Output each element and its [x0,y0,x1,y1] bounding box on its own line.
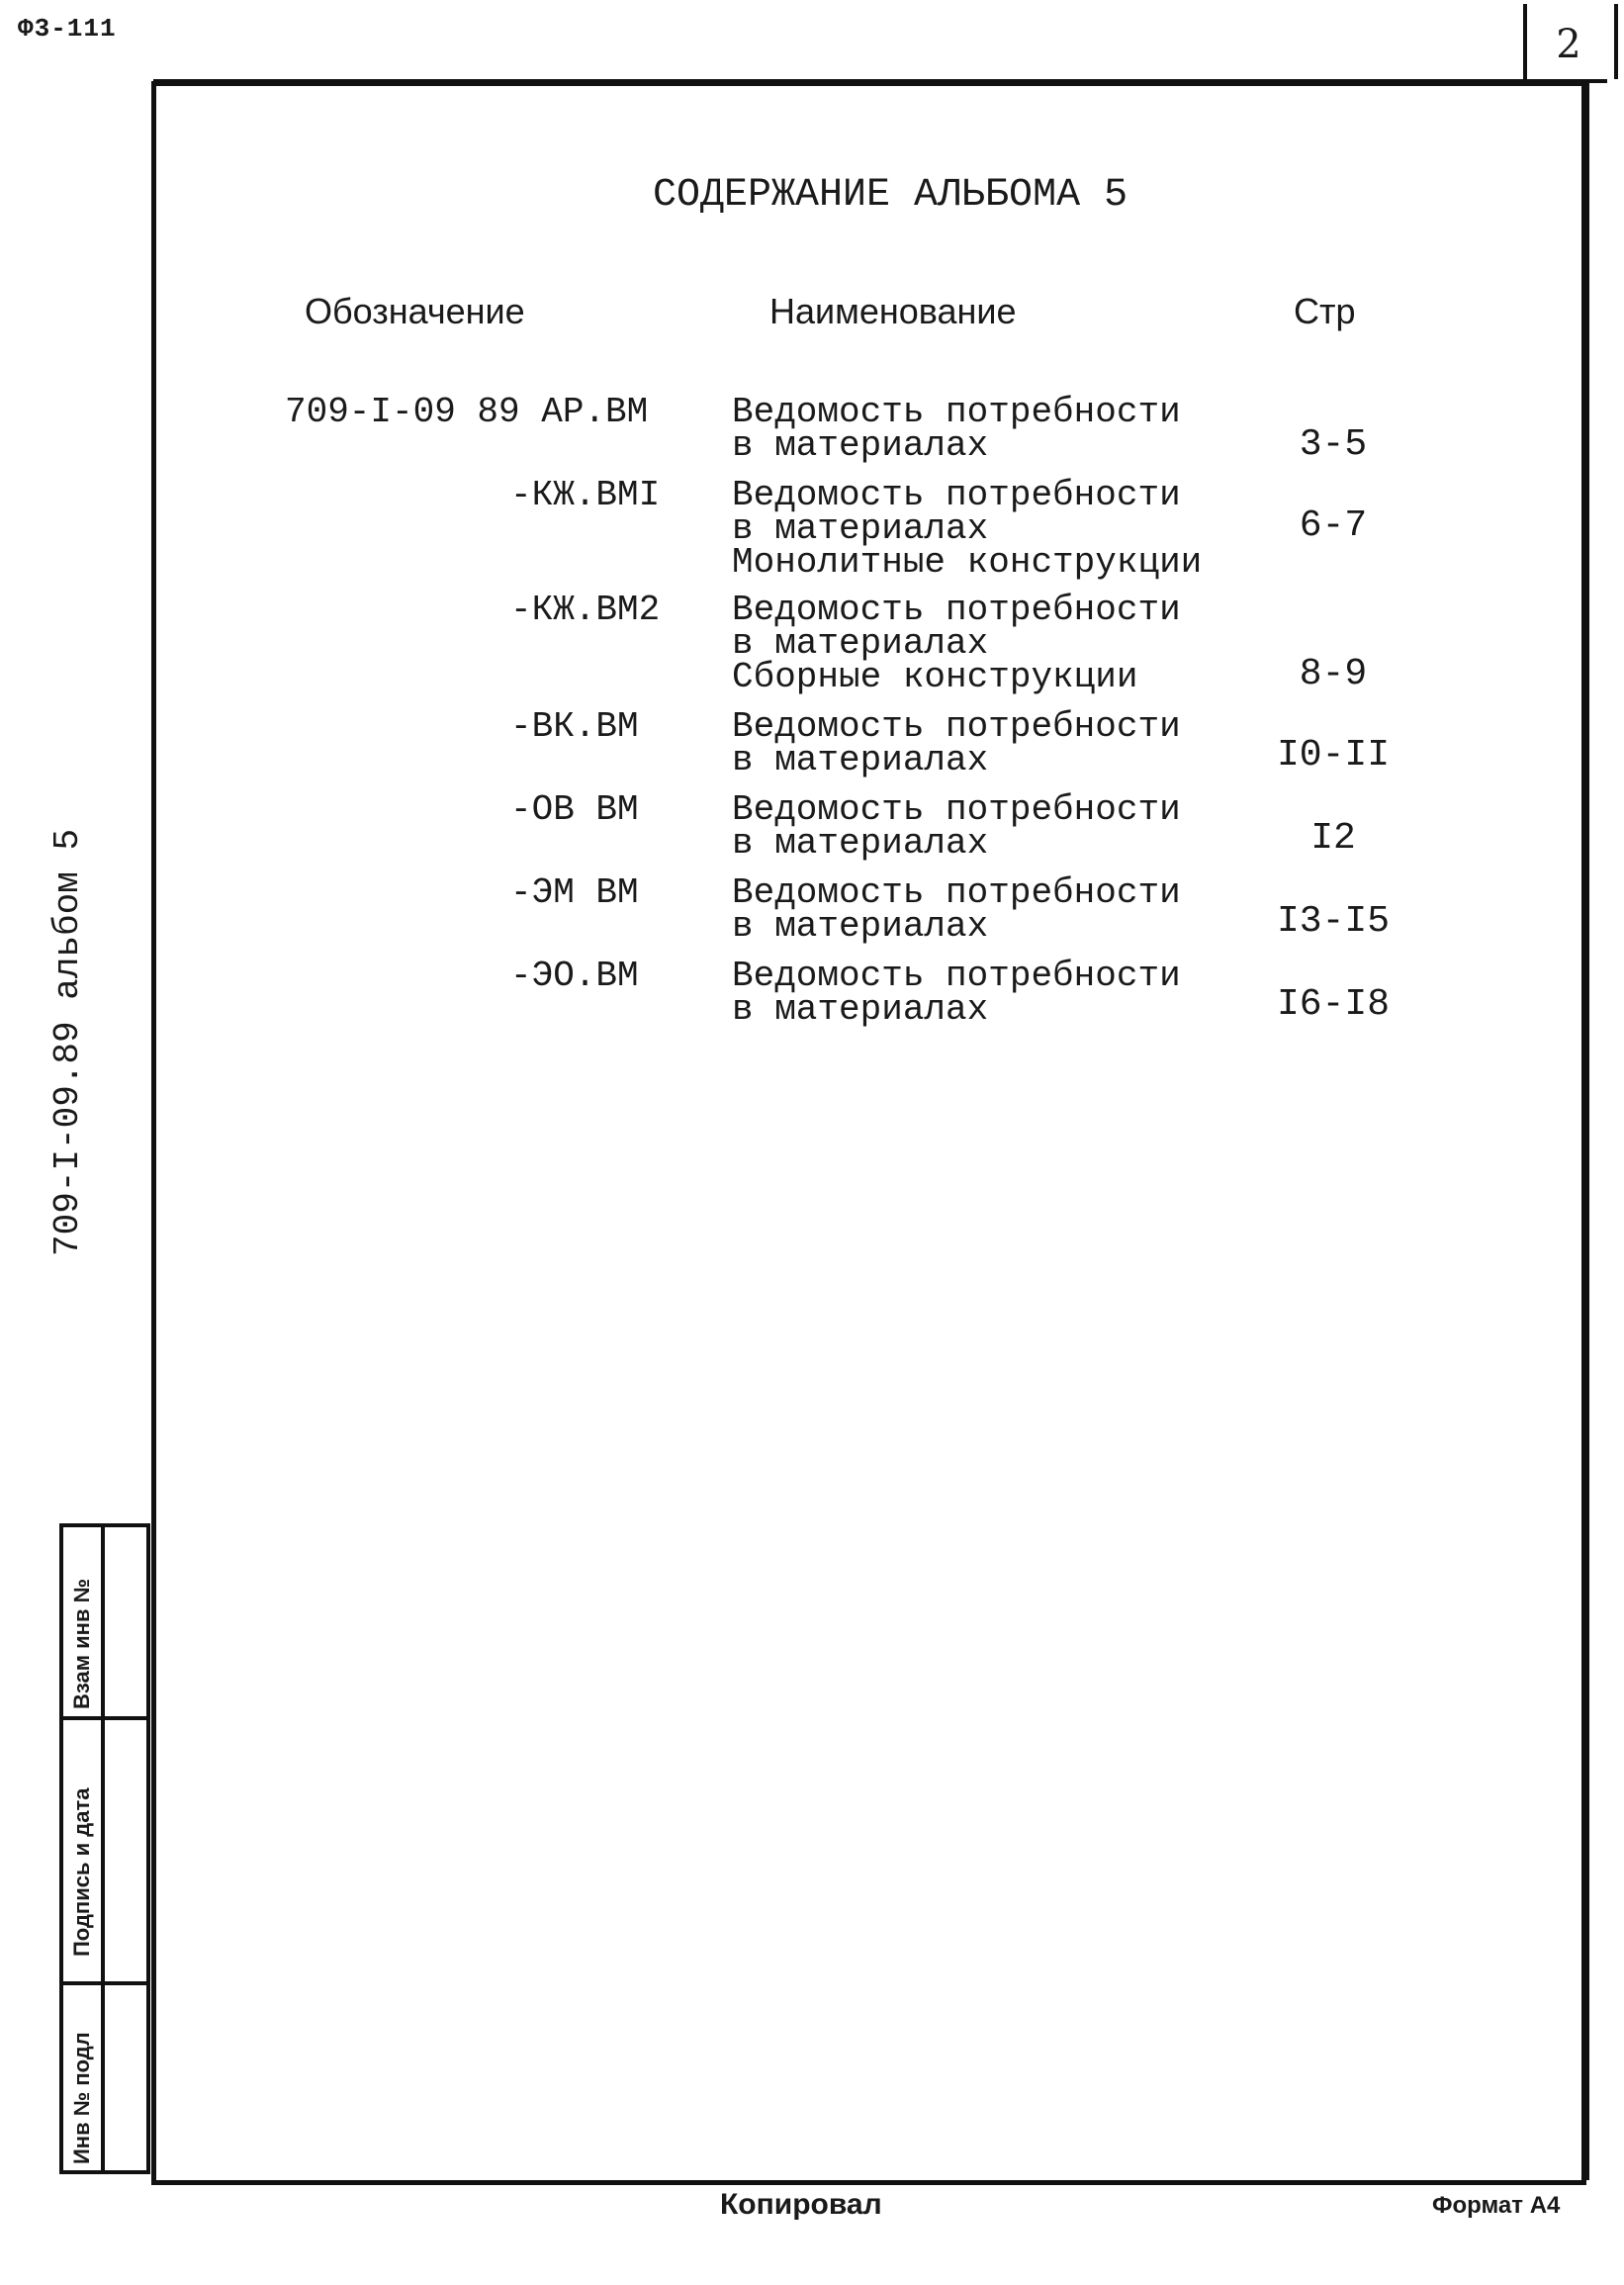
row-name-line: Ведомость потребности [732,392,1181,432]
row-name [732,590,1181,697]
row-code: -ВК.ВМ [510,706,639,747]
footer-format: Формат А4 [1432,2192,1561,2219]
stamp-divider [59,1716,150,1720]
stamp-label-vzam: Взам инв № [69,1578,94,1709]
footer-copied: Копировал [720,2188,882,2221]
row-name-line: Ведомость потребности [732,475,1181,515]
stamp-label-podpis: Подпись и дата [69,1787,94,1957]
header-name: Наименование [769,291,1017,331]
row-name-line: Ведомость потребности [732,956,1181,996]
row-name-line: в материалах [732,906,989,947]
row-name-line: в материалах [732,508,989,549]
row-name-line: в материалах [732,623,989,664]
sheet-number: 2 [1556,22,1581,67]
row-name-line: Ведомость потребности [732,590,1181,630]
row-name [732,956,1181,1030]
row-pages: 6-7 [1299,504,1368,547]
row-name-line: в материалах [732,425,989,466]
row-pages: I3-I5 [1276,900,1391,943]
stamp-divider [59,1981,150,1985]
row-pages: 8-9 [1299,653,1368,695]
row-name-line: в материалах [732,989,989,1030]
row-name-line: Ведомость потребности [732,706,1181,747]
row-name [732,872,1181,947]
row-name-line: в материалах [732,740,989,780]
frame-right-edge [1586,81,1589,2180]
row-name-line: Ведомость потребности [732,789,1181,830]
row-name-line: Ведомость потребности [732,872,1181,913]
row-code: -КЖ.ВМ2 [510,590,661,630]
row-pages: 3-5 [1299,423,1368,466]
header-page: Стр [1294,291,1356,331]
row-name [732,706,1181,780]
document-code: Ф3-111 [18,14,117,44]
row-code: -ЭМ ВМ [510,872,639,913]
page-title: СОДЕРЖАНИЕ АЛЬБОМА 5 [653,173,1128,218]
header-designation: Обозначение [305,291,525,331]
row-name-line: Сборные конструкции [732,657,1138,697]
row-name-line: Монолитные конструкции [732,542,1203,583]
row-pages: I6-I8 [1276,983,1391,1026]
row-pages: I2 [1310,817,1356,860]
row-code: 709-I-09 89 АР.ВМ [285,392,649,432]
row-name [732,392,1181,466]
row-pages: I0-II [1276,734,1391,777]
row-code: -ОВ ВМ [510,789,639,830]
row-name [732,789,1181,864]
side-album-label: 709-I-09.89 альбом 5 [47,828,88,1256]
row-name [732,475,1203,583]
row-code: -КЖ.ВМI [510,475,661,515]
row-name-line: в материалах [732,823,989,864]
row-code: -ЭО.ВМ [510,956,639,996]
stamp-label-inv-podl: Инв № подл [69,2032,94,2164]
